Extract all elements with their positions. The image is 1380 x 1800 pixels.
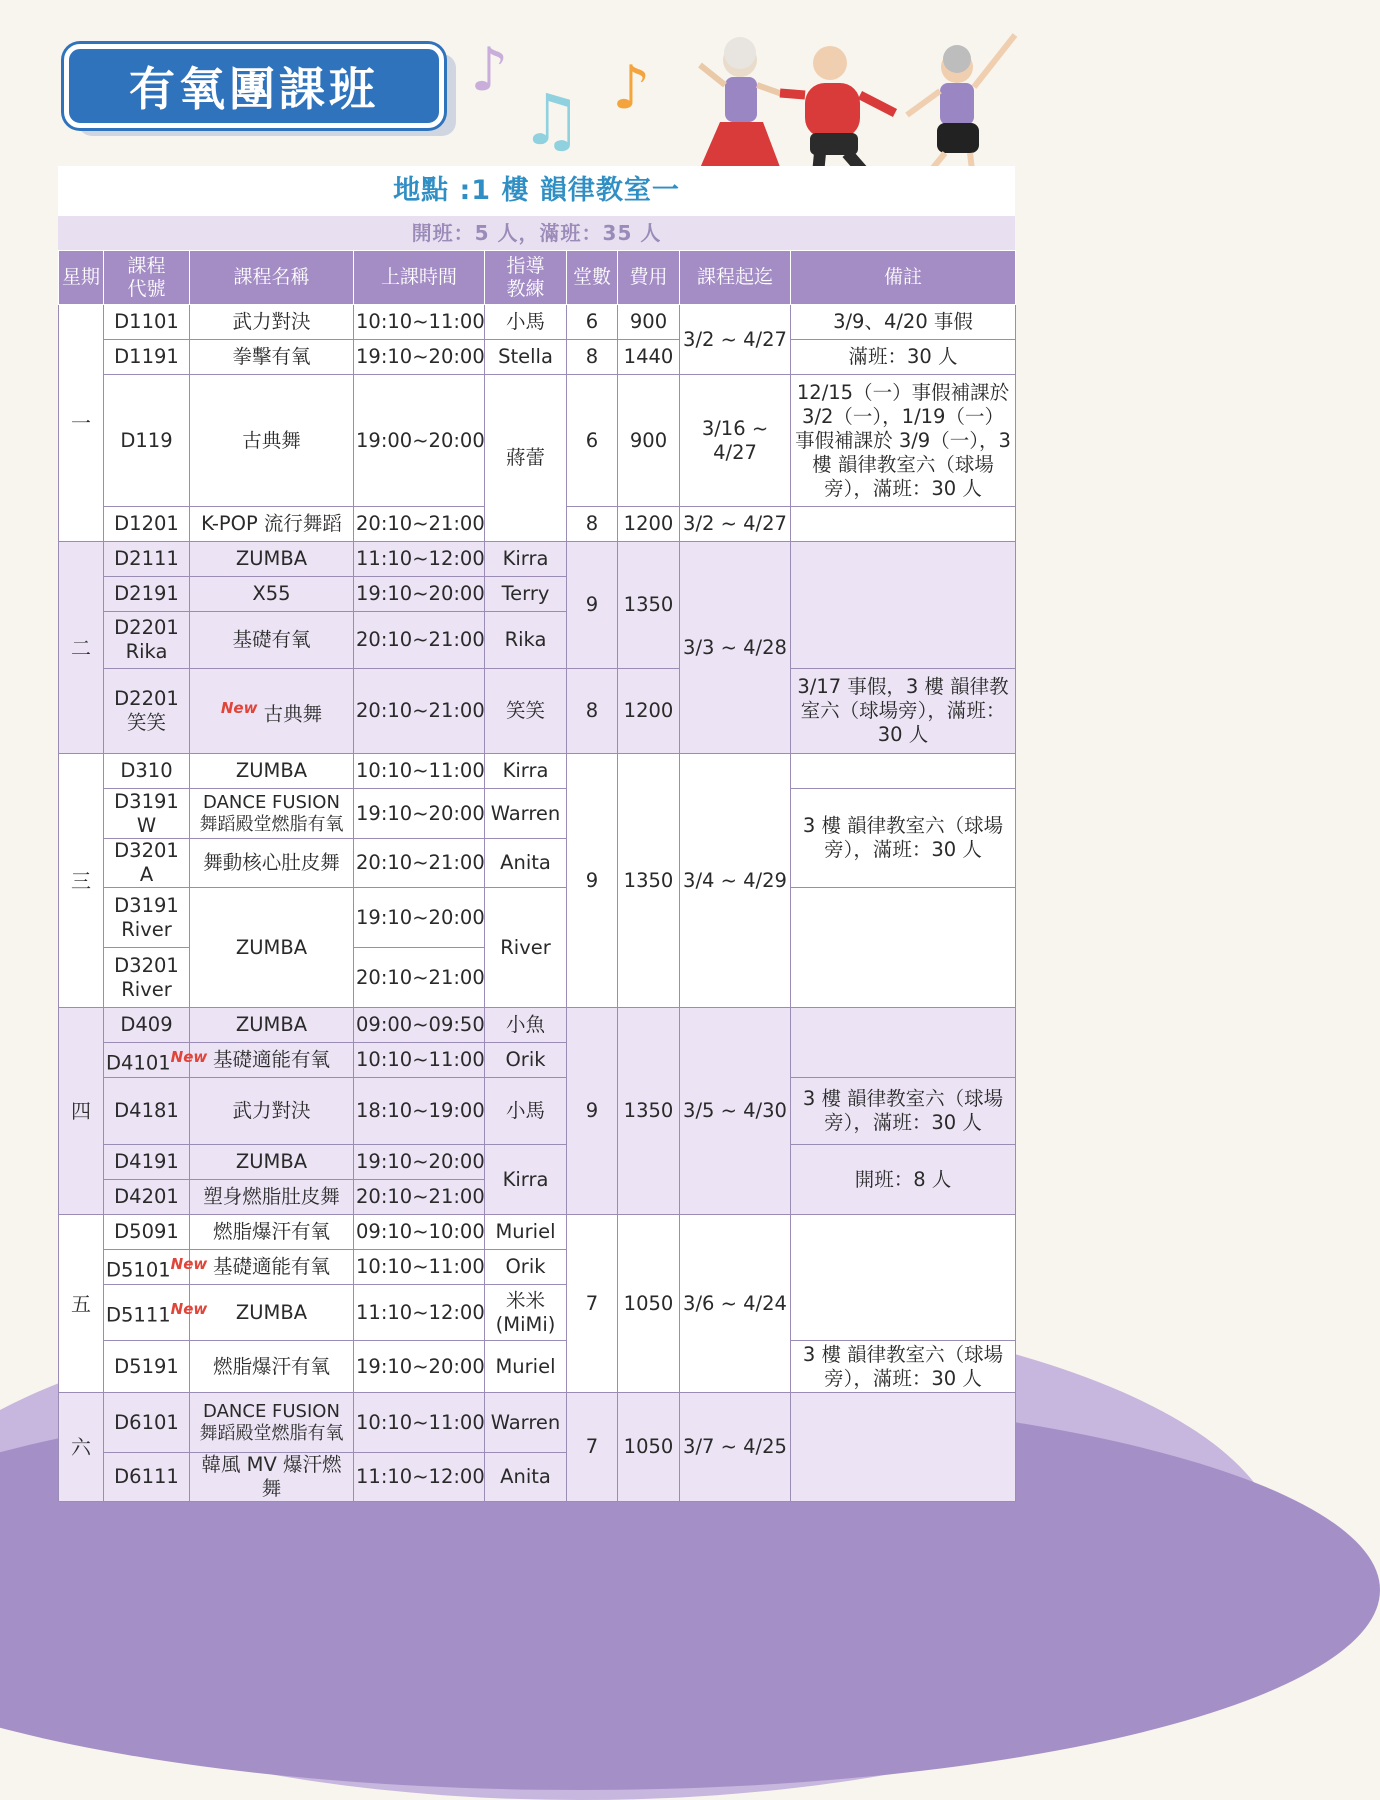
name-cell: 燃脂爆汗有氧	[190, 1215, 354, 1250]
period-cell: 3/6 ~ 4/24	[680, 1215, 791, 1393]
name-cell: 燃脂爆汗有氧	[190, 1341, 354, 1393]
title-banner	[64, 44, 444, 128]
coach-cell: Warren	[485, 1393, 567, 1453]
table-row	[59, 340, 1016, 375]
code-cell: D2201 笑笑	[104, 669, 190, 754]
code-cell: D2111	[104, 542, 190, 577]
code-cell: D6111	[104, 1453, 190, 1502]
code-cell: D1101	[104, 305, 190, 340]
sessions-cell: 8	[567, 507, 618, 542]
code-cell: D2191	[104, 577, 190, 612]
period-cell: 3/16 ~ 4/27	[680, 375, 791, 507]
coach-cell: Kirra	[485, 754, 567, 789]
time-cell: 18:10~19:00	[354, 1078, 485, 1145]
name-cell: $^{New}$ 古典舞	[190, 669, 354, 754]
code-cell: D1201	[104, 507, 190, 542]
period-cell: 3/7 ~ 4/25	[680, 1393, 791, 1502]
name-cell: ZUMBA	[190, 1285, 354, 1341]
sessions-cell: 6	[567, 305, 618, 340]
table-row	[59, 888, 1016, 948]
course-table	[58, 250, 1016, 1502]
sessions-cell: 7	[567, 1215, 618, 1393]
name-cell: ZUMBA	[190, 754, 354, 789]
name-cell: ZUMBA	[190, 1145, 354, 1180]
code-cell: D119	[104, 375, 190, 507]
name-cell: 基礎有氧	[190, 612, 354, 669]
coach-cell: Anita	[485, 1453, 567, 1502]
remark-cell	[791, 1393, 1016, 1502]
fee-cell: 1050	[618, 1215, 680, 1393]
remark-cell	[791, 888, 1016, 1008]
table-row	[59, 1145, 1016, 1180]
time-cell: 19:10~20:00	[354, 1145, 485, 1180]
remark-cell: 3 樓 韻律教室六（球場旁），滿班：30 人	[791, 1341, 1016, 1393]
code-cell: D6101	[104, 1393, 190, 1453]
time-cell: 11:10~12:00	[354, 1453, 485, 1502]
fee-cell: 900	[618, 375, 680, 507]
coach-cell: Muriel	[485, 1215, 567, 1250]
schedule-panel	[58, 166, 1015, 1502]
code-cell: D4191	[104, 1145, 190, 1180]
table-row	[59, 1341, 1016, 1393]
name-cell: ZUMBA	[190, 888, 354, 1008]
sessions-cell: 8	[567, 669, 618, 754]
name-cell: DANCE FUSION 舞蹈殿堂燃脂有氧	[190, 1393, 354, 1453]
time-cell: 10:10~11:00	[354, 1393, 485, 1453]
name-cell: K-POP 流行舞蹈	[190, 507, 354, 542]
code-cell: D310	[104, 754, 190, 789]
remark-cell: 3/9、4/20 事假	[791, 305, 1016, 340]
header-remark: 備註	[791, 251, 1016, 305]
time-cell: 19:10~20:00	[354, 577, 485, 612]
table-row	[59, 1215, 1016, 1250]
remark-cell	[791, 1008, 1016, 1078]
time-cell: 20:10~21:00	[354, 507, 485, 542]
remark-cell: 3/17 事假，3 樓 韻律教室六（球場旁），滿班：30 人	[791, 669, 1016, 754]
time-cell: 09:10~10:00	[354, 1215, 485, 1250]
fee-cell: 1350	[618, 1008, 680, 1215]
time-cell: 11:10~12:00	[354, 1285, 485, 1341]
code-cell: D4201	[104, 1180, 190, 1215]
name-cell: DANCE FUSION 舞蹈殿堂燃脂有氧	[190, 789, 354, 839]
table-row	[59, 1078, 1016, 1145]
coach-cell: 小馬	[485, 1078, 567, 1145]
code-cell: $D5111^{New}$	[104, 1285, 190, 1341]
coach-cell: Kirra	[485, 542, 567, 577]
table-row	[59, 754, 1016, 789]
period-cell: 3/5 ~ 4/30	[680, 1008, 791, 1215]
code-cell: $D5101^{New}$	[104, 1250, 190, 1285]
code-cell: D3191 River	[104, 888, 190, 948]
music-note-icon: ♪	[470, 35, 509, 105]
period-cell: 3/3 ~ 4/28	[680, 542, 791, 754]
coach-cell: Stella	[485, 340, 567, 375]
name-cell: 古典舞	[190, 375, 354, 507]
table-row	[59, 1008, 1016, 1043]
music-note-icon: ♪	[612, 53, 651, 123]
code-cell: D3201 A	[104, 839, 190, 888]
code-cell: D3201 River	[104, 948, 190, 1008]
name-cell: 韓風 MV 爆汗燃舞	[190, 1453, 354, 1502]
music-notes-icon: ♫	[520, 79, 583, 161]
time-cell: 10:10~11:00	[354, 1250, 485, 1285]
period-cell: 3/4 ~ 4/29	[680, 754, 791, 1008]
new-badge: New	[220, 698, 258, 717]
time-cell: 19:10~20:00	[354, 340, 485, 375]
table-row	[59, 305, 1016, 340]
location-label: 地點 :1 樓 韻律教室一	[58, 166, 1015, 216]
sessions-cell: 9	[567, 1008, 618, 1215]
fee-cell: 900	[618, 305, 680, 340]
coach-cell: River	[485, 888, 567, 1008]
coach-cell: Kirra	[485, 1145, 567, 1215]
header-day: 星期	[59, 251, 104, 305]
sessions-cell: 8	[567, 340, 618, 375]
coach-cell: Anita	[485, 839, 567, 888]
time-cell: 19:10~20:00	[354, 789, 485, 839]
sessions-cell: 6	[567, 375, 618, 507]
remark-cell: 3 樓 韻律教室六（球場旁），滿班：30 人	[791, 1078, 1016, 1145]
fee-cell: 1200	[618, 507, 680, 542]
remark-cell: 滿班：30 人	[791, 340, 1016, 375]
coach-cell: 小魚	[485, 1008, 567, 1043]
coach-cell: 米米 (MiMi)	[485, 1285, 567, 1341]
coach-cell: Muriel	[485, 1341, 567, 1393]
name-cell: 塑身燃脂肚皮舞	[190, 1180, 354, 1215]
name-cell: 舞動核心肚皮舞	[190, 839, 354, 888]
code-cell: D2201 Rika	[104, 612, 190, 669]
time-cell: 20:10~21:00	[354, 669, 485, 754]
time-cell: 19:10~20:00	[354, 1341, 485, 1393]
remark-cell	[791, 754, 1016, 789]
remark-cell: 開班：8 人	[791, 1145, 1016, 1215]
name-cell: 拳擊有氧	[190, 340, 354, 375]
code-cell: D1191	[104, 340, 190, 375]
remark-cell	[791, 1215, 1016, 1341]
code-cell: D4181	[104, 1078, 190, 1145]
code-cell: $D4101^{New}$	[104, 1043, 190, 1078]
coach-cell: Terry	[485, 577, 567, 612]
header-time: 上課時間	[354, 251, 485, 305]
fee-cell: 1200	[618, 669, 680, 754]
day-cell: 一	[59, 305, 104, 542]
table-row	[59, 1393, 1016, 1453]
header-sessions: 堂數	[567, 251, 618, 305]
remark-cell: 12/15（一）事假補課於 3/2（一），1/19（一）事假補課於 3/9（一），3 樓 韻律教室六（球場旁），滿班：30 人	[791, 375, 1016, 507]
page-title: 有氧團課班	[129, 62, 379, 116]
new-badge: New	[170, 1300, 208, 1319]
header-name: 課程名稱	[190, 251, 354, 305]
header-coach: 指導 教練	[485, 251, 567, 305]
code-cell: D5191	[104, 1341, 190, 1393]
fee-cell: 1050	[618, 1393, 680, 1502]
table-row	[59, 789, 1016, 839]
fee-cell: 1350	[618, 542, 680, 669]
sessions-cell: 7	[567, 1393, 618, 1502]
fee-cell: 1440	[618, 340, 680, 375]
sessions-cell: 9	[567, 754, 618, 1008]
name-cell: X55	[190, 577, 354, 612]
day-cell: 六	[59, 1393, 104, 1502]
new-badge: New	[170, 1047, 208, 1066]
day-cell: 二	[59, 542, 104, 754]
time-cell: 09:00~09:50	[354, 1008, 485, 1043]
time-cell: 10:10~11:00	[354, 1043, 485, 1078]
header-code: 課程 代號	[104, 251, 190, 305]
header-period: 課程起迄	[680, 251, 791, 305]
table-row	[59, 375, 1016, 507]
time-cell: 19:00~20:00	[354, 375, 485, 507]
period-cell: 3/2 ~ 4/27	[680, 305, 791, 375]
time-cell: 19:10~20:00	[354, 888, 485, 948]
fee-cell: 1350	[618, 754, 680, 1008]
name-cell: ZUMBA	[190, 542, 354, 577]
coach-cell: Orik	[485, 1043, 567, 1078]
sessions-cell: 9	[567, 542, 618, 669]
time-cell: 20:10~21:00	[354, 1180, 485, 1215]
code-cell: D409	[104, 1008, 190, 1043]
table-row	[59, 542, 1016, 577]
time-cell: 20:10~21:00	[354, 948, 485, 1008]
code-cell: D3191 W	[104, 789, 190, 839]
coach-cell: 小馬	[485, 305, 567, 340]
new-badge: New	[170, 1254, 208, 1273]
name-cell: ZUMBA	[190, 1008, 354, 1043]
name-cell: 基礎適能有氧	[190, 1250, 354, 1285]
time-cell: 20:10~21:00	[354, 612, 485, 669]
coach-cell: 笑笑	[485, 669, 567, 754]
time-cell: 11:10~12:00	[354, 542, 485, 577]
header-fee: 費用	[618, 251, 680, 305]
coach-cell: Rika	[485, 612, 567, 669]
time-cell: 20:10~21:00	[354, 839, 485, 888]
time-cell: 10:10~11:00	[354, 754, 485, 789]
period-cell: 3/2 ~ 4/27	[680, 507, 791, 542]
coach-cell: Warren	[485, 789, 567, 839]
coach-cell: Orik	[485, 1250, 567, 1285]
coach-cell: 蔣蕾	[485, 375, 567, 542]
code-cell: D5091	[104, 1215, 190, 1250]
remark-cell	[791, 542, 1016, 669]
day-cell: 五	[59, 1215, 104, 1393]
day-cell: 四	[59, 1008, 104, 1215]
remark-cell	[791, 507, 1016, 542]
table-header	[59, 251, 1016, 305]
name-cell: 基礎適能有氧	[190, 1043, 354, 1078]
table-row	[59, 669, 1016, 754]
time-cell: 10:10~11:00	[354, 305, 485, 340]
remark-cell: 3 樓 韻律教室六（球場旁），滿班：30 人	[791, 789, 1016, 888]
name-cell: 武力對決	[190, 1078, 354, 1145]
capacity-label: 開班：5 人，滿班：35 人	[58, 216, 1015, 250]
day-cell: 三	[59, 754, 104, 1008]
name-cell: 武力對決	[190, 305, 354, 340]
